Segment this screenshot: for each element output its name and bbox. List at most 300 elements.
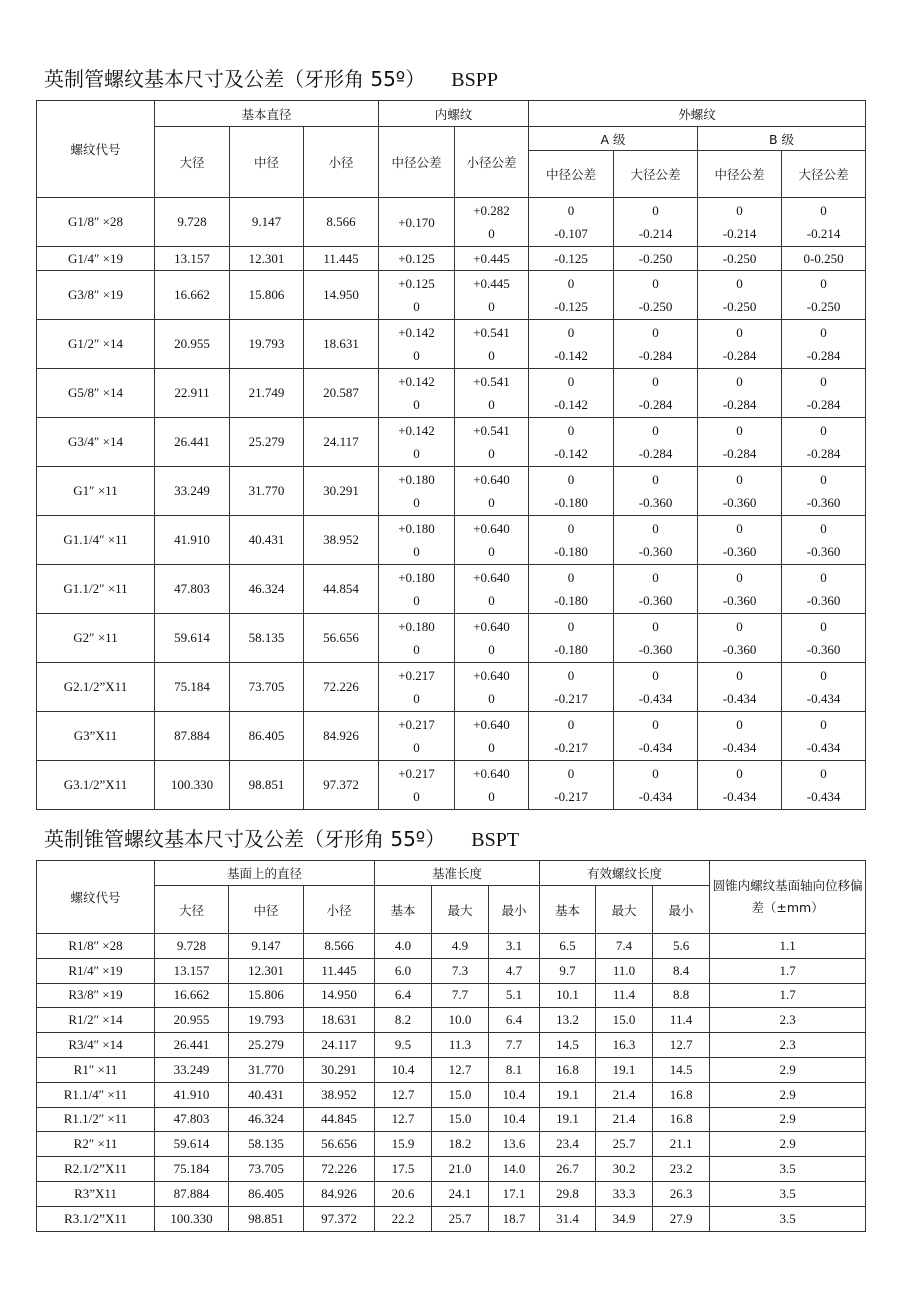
bspp-cell-pitch: 98.851 [230, 761, 304, 810]
bspt-cell-major: 41.910 [155, 1082, 229, 1107]
bspp-cell-b-pitch [698, 247, 782, 271]
bspt-header-gl-min: 最小 [489, 886, 540, 934]
bspt-cell-gl-basic: 6.0 [375, 958, 432, 983]
bspt-cell-ul-basic: 6.5 [540, 934, 596, 959]
bspp-cell-b-major [782, 198, 866, 247]
bspp-cell-line: -0.360 [638, 642, 673, 657]
bspp-cell-line: -0.284 [638, 397, 673, 412]
bspt-cell-pitch: 40.431 [229, 1082, 304, 1107]
bspp-cell-a-major [614, 369, 698, 418]
bspt-cell-ul-basic: 9.7 [540, 958, 596, 983]
bspt-table-row [37, 1107, 866, 1132]
bspp-cell-a-major [614, 614, 698, 663]
bspp-cell-line: 0 [820, 668, 827, 683]
bspt-cell-ul-min: 27.9 [653, 1206, 710, 1231]
bspt-table-row [37, 1206, 866, 1231]
bspt-cell-pitch: 86.405 [229, 1181, 304, 1206]
bspt-cell-code: R3”X11 [37, 1181, 155, 1206]
bspp-cell-a-pitch [529, 712, 614, 761]
bspp-cell-line: 0 [652, 276, 659, 291]
bspp-cell-line: 0 [652, 374, 659, 389]
bspt-header-major: 大径 [155, 886, 229, 934]
bspp-cell-pitch: 31.770 [230, 467, 304, 516]
bspt-cell-major: 9.728 [155, 934, 229, 959]
bspp-table-row [37, 418, 866, 467]
bspt-table-row [37, 934, 866, 959]
bspp-cell-line: 0 [413, 446, 420, 461]
bspt-cell-gl-max: 21.0 [432, 1157, 489, 1182]
bspp-cell-line: 0 [820, 619, 827, 634]
bspt-cell-gl-min: 3.1 [489, 934, 540, 959]
bspp-cell-pitch: 73.705 [230, 663, 304, 712]
bspp-cell-minor: 18.631 [304, 320, 379, 369]
bspp-table-row [37, 614, 866, 663]
bspt-cell-ul-min: 11.4 [653, 1008, 710, 1033]
bspp-cell-in-minor [455, 247, 529, 271]
bspt-cell-ul-basic: 19.1 [540, 1082, 596, 1107]
bspp-cell-line: 0 [413, 789, 420, 804]
bspp-cell-line: -0.142 [554, 348, 588, 363]
bspt-table-row [37, 1033, 866, 1058]
bspp-cell-minor: 44.854 [304, 565, 379, 614]
bspp-cell-in-pitch [379, 271, 455, 320]
bspp-cell-line: 0 [820, 423, 827, 438]
bspt-table-body [37, 934, 866, 1232]
bspp-cell-b-major [782, 418, 866, 467]
bspt-cell-gl-max: 10.0 [432, 1008, 489, 1033]
bspp-cell-a-major [614, 247, 698, 271]
bspp-cell-minor: 30.291 [304, 467, 379, 516]
bspt-cell-ul-basic: 31.4 [540, 1206, 596, 1231]
bspp-cell-line: 0 [567, 325, 575, 340]
bspp-cell-line: +0.640 [473, 521, 510, 536]
bspp-header-b-major-tol: 大径公差 [782, 151, 866, 198]
bspp-cell-pitch: 9.147 [230, 198, 304, 247]
bspp-cell-pitch: 19.793 [230, 320, 304, 369]
bspt-cell-dev: 3.5 [710, 1157, 866, 1182]
bspt-cell-major: 47.803 [155, 1107, 229, 1132]
bspt-cell-gl-basic: 12.7 [375, 1107, 432, 1132]
bspp-cell-a-major [614, 516, 698, 565]
bspp-cell-in-pitch [379, 565, 455, 614]
bspp-cell-line: -0.360 [806, 544, 841, 559]
bspp-cell-line: -0.284 [638, 348, 673, 363]
bspp-cell-code: G2.1/2”X11 [37, 663, 155, 712]
bspp-cell-b-major [782, 565, 866, 614]
bspp-cell-minor: 72.226 [304, 663, 379, 712]
bspt-cell-dev: 2.3 [710, 1008, 866, 1033]
bspp-cell-major: 100.330 [155, 761, 230, 810]
bspt-cell-major: 33.249 [155, 1057, 229, 1082]
bspt-cell-ul-max: 11.4 [596, 983, 653, 1008]
bspt-cell-minor: 84.926 [304, 1181, 375, 1206]
bspp-cell-line: -0.250 [638, 251, 673, 266]
bspp-cell-line: -0.214 [722, 226, 757, 241]
bspt-cell-gl-basic: 15.9 [375, 1132, 432, 1157]
bspt-cell-code: R3/4″ ×14 [37, 1033, 155, 1058]
bspp-cell-major: 16.662 [155, 271, 230, 320]
bspp-cell-a-major [614, 663, 698, 712]
bspp-cell-line: -0.250 [722, 299, 757, 314]
bspp-header-a-major-tol: 大径公差 [614, 151, 698, 198]
bspp-cell-a-pitch [529, 247, 614, 271]
bspp-cell-line: 0 [413, 348, 420, 363]
bspp-cell-line: 0 [488, 348, 495, 363]
bspt-cell-pitch: 98.851 [229, 1206, 304, 1231]
bspp-cell-line: 0 [567, 521, 575, 536]
bspt-cell-gl-basic: 10.4 [375, 1057, 432, 1082]
bspp-cell-line: +0.180 [398, 472, 435, 487]
bspp-cell-a-major [614, 418, 698, 467]
bspp-cell-line: 0 [820, 570, 827, 585]
bspt-cell-ul-min: 16.8 [653, 1107, 710, 1132]
bspt-cell-code: R1.1/2″ ×11 [37, 1107, 155, 1132]
bspp-cell-b-pitch [698, 467, 782, 516]
bspp-cell-line: 0 [736, 668, 743, 683]
bspt-cell-gl-min: 10.4 [489, 1107, 540, 1132]
bspt-cell-ul-max: 30.2 [596, 1157, 653, 1182]
bspp-cell-line: 0 [820, 472, 827, 487]
bspp-header-class-a: A 级 [529, 127, 698, 151]
bspp-table-row [37, 467, 866, 516]
bspp-cell-in-pitch [379, 247, 455, 271]
bspt-cell-ul-max: 33.3 [596, 1181, 653, 1206]
bspp-table-row [37, 320, 866, 369]
bspp-header-class-b: B 级 [698, 127, 866, 151]
bspp-cell-code: G2″ ×11 [37, 614, 155, 663]
bspt-table-row [37, 1082, 866, 1107]
bspt-cell-gl-min: 4.7 [489, 958, 540, 983]
bspp-cell-pitch: 21.749 [230, 369, 304, 418]
bspp-cell-line: -0.360 [722, 642, 757, 657]
bspt-cell-gl-min: 5.1 [489, 983, 540, 1008]
bspt-cell-gl-min: 7.7 [489, 1033, 540, 1058]
bspp-cell-line: +0.640 [473, 668, 510, 683]
bspp-cell-in-pitch [379, 712, 455, 761]
bspp-cell-line: 0 [820, 717, 827, 732]
bspp-cell-line: 0 [567, 668, 575, 683]
bspp-cell-line: 0 [736, 276, 743, 291]
bspt-cell-gl-max: 11.3 [432, 1033, 489, 1058]
bspp-cell-a-pitch [529, 614, 614, 663]
bspp-cell-b-pitch [698, 369, 782, 418]
bspp-cell-line: -0.360 [806, 495, 841, 510]
bspt-cell-gl-basic: 4.0 [375, 934, 432, 959]
bspp-cell-line: 0 [567, 766, 575, 781]
bspt-header-gauge-length: 基准长度 [375, 861, 540, 886]
bspp-cell-code: G1/2″ ×14 [37, 320, 155, 369]
bspp-cell-minor: 84.926 [304, 712, 379, 761]
bspp-cell-line: 0 [488, 789, 495, 804]
bspt-cell-pitch: 12.301 [229, 958, 304, 983]
bspp-cell-code: G1.1/4″ ×11 [37, 516, 155, 565]
bspp-cell-a-pitch [529, 516, 614, 565]
bspp-cell-line: -0.284 [806, 348, 841, 363]
bspp-cell-line: +0.142 [398, 325, 435, 340]
bspp-cell-line: -0.250 [638, 299, 673, 314]
bspp-cell-b-pitch [698, 761, 782, 810]
bspt-cell-dev: 2.9 [710, 1107, 866, 1132]
bspt-cell-gl-basic: 17.5 [375, 1157, 432, 1182]
bspt-cell-gl-max: 24.1 [432, 1181, 489, 1206]
bspp-cell-line: -0.434 [722, 789, 757, 804]
bspt-cell-ul-min: 8.4 [653, 958, 710, 983]
bspp-cell-line: 0 [820, 203, 827, 218]
bspp-cell-code: G1/8″ ×28 [37, 198, 155, 247]
bspp-cell-b-pitch [698, 614, 782, 663]
bspp-cell-line: -0.142 [554, 446, 588, 461]
bspt-cell-dev: 2.9 [710, 1132, 866, 1157]
bspt-cell-gl-max: 15.0 [432, 1082, 489, 1107]
bspp-cell-a-major [614, 271, 698, 320]
bspp-cell-line: 0 [736, 423, 743, 438]
bspp-cell-line: 0 [413, 544, 420, 559]
bspp-cell-line: -0.180 [554, 593, 588, 608]
bspp-cell-line: -0.217 [554, 691, 588, 706]
bspp-cell-a-pitch [529, 320, 614, 369]
bspt-cell-dev: 2.3 [710, 1033, 866, 1058]
bspp-cell-line: +0.640 [473, 766, 510, 781]
bspp-cell-b-major [782, 247, 866, 271]
bspp-cell-code: G3/8″ ×19 [37, 271, 155, 320]
bspp-cell-line: +0.541 [473, 325, 510, 340]
bspp-table-row [37, 663, 866, 712]
bspp-cell-line: -0.180 [554, 495, 588, 510]
bspt-cell-ul-max: 19.1 [596, 1057, 653, 1082]
bspp-cell-in-pitch [379, 198, 455, 247]
bspt-cell-code: R3/8″ ×19 [37, 983, 155, 1008]
bspp-cell-line: -0.360 [722, 593, 757, 608]
bspp-cell-line: -0.284 [722, 446, 757, 461]
bspp-cell-a-pitch [529, 198, 614, 247]
bspp-cell-line: 0 [652, 521, 659, 536]
bspp-cell-major: 59.614 [155, 614, 230, 663]
bspp-cell-line: -0.434 [638, 789, 673, 804]
bspp-cell-minor: 11.445 [304, 247, 379, 271]
bspp-cell-in-minor [455, 712, 529, 761]
bspp-cell-line: +0.125 [398, 251, 435, 266]
bspp-cell-b-major [782, 663, 866, 712]
bspp-cell-line: -0.434 [806, 740, 841, 755]
bspp-cell-line: +0.282 [473, 203, 510, 218]
bspp-table-row [37, 516, 866, 565]
bspp-cell-line: -0.217 [554, 740, 588, 755]
bspt-cell-pitch: 73.705 [229, 1157, 304, 1182]
bspt-cell-ul-basic: 23.4 [540, 1132, 596, 1157]
bspp-cell-in-minor [455, 614, 529, 663]
bspt-title [44, 823, 519, 852]
bspp-cell-line: -0.284 [806, 397, 841, 412]
bspp-header-a-pitch-tol: 中径公差 [529, 151, 614, 198]
bspt-cell-major: 87.884 [155, 1181, 229, 1206]
bspt-cell-ul-basic: 16.8 [540, 1057, 596, 1082]
bspt-cell-dev: 1.7 [710, 983, 866, 1008]
bspt-cell-ul-min: 16.8 [653, 1082, 710, 1107]
bspt-cell-ul-basic: 13.2 [540, 1008, 596, 1033]
bspt-cell-ul-max: 25.7 [596, 1132, 653, 1157]
bspp-cell-line: 0 [413, 397, 420, 412]
bspt-cell-ul-max: 16.3 [596, 1033, 653, 1058]
bspt-cell-gl-basic: 8.2 [375, 1008, 432, 1033]
bspt-cell-ul-max: 7.4 [596, 934, 653, 959]
bspp-cell-minor: 20.587 [304, 369, 379, 418]
bspt-cell-gl-max: 25.7 [432, 1206, 489, 1231]
bspt-cell-minor: 56.656 [304, 1132, 375, 1157]
bspp-cell-a-major [614, 712, 698, 761]
bspp-cell-b-major [782, 516, 866, 565]
bspp-cell-line: 0 [736, 521, 743, 536]
bspp-cell-in-minor [455, 663, 529, 712]
bspt-cell-ul-basic: 14.5 [540, 1033, 596, 1058]
bspt-cell-pitch: 15.806 [229, 983, 304, 1008]
bspp-cell-line: -0.250 [806, 299, 841, 314]
bspp-cell-a-pitch [529, 418, 614, 467]
bspp-cell-line: -0.434 [722, 691, 757, 706]
bspp-cell-line: 0 [413, 495, 420, 510]
bspp-cell-line: 0 [567, 717, 575, 732]
bspt-cell-gl-max: 18.2 [432, 1132, 489, 1157]
bspp-title [44, 63, 498, 92]
bspt-cell-code: R1/8″ ×28 [37, 934, 155, 959]
bspt-cell-major: 100.330 [155, 1206, 229, 1231]
bspp-cell-in-pitch [379, 467, 455, 516]
bspp-cell-line: +0.217 [398, 717, 435, 732]
bspp-cell-line: 0 [820, 325, 827, 340]
bspp-cell-code: G3/4″ ×14 [37, 418, 155, 467]
bspp-cell-pitch: 12.301 [230, 247, 304, 271]
bspp-cell-line: 0 [736, 717, 743, 732]
bspt-cell-gl-max: 7.7 [432, 983, 489, 1008]
bspp-cell-line: +0.640 [473, 717, 510, 732]
bspt-cell-dev: 1.1 [710, 934, 866, 959]
bspp-cell-line: -0.180 [554, 544, 588, 559]
bspp-cell-line: 0 [820, 521, 827, 536]
bspp-cell-line: 0 [413, 691, 420, 706]
bspp-cell-line: +0.142 [398, 374, 435, 389]
bspt-header-gauge-diameter: 基面上的直径 [155, 861, 375, 886]
bspp-cell-major: 26.441 [155, 418, 230, 467]
bspp-cell-in-minor [455, 467, 529, 516]
bspt-cell-pitch: 58.135 [229, 1132, 304, 1157]
bspt-table-row [37, 1008, 866, 1033]
bspp-cell-line: +0.180 [398, 521, 435, 536]
bspp-cell-line: 0 [652, 766, 659, 781]
bspp-cell-line: -0.434 [638, 691, 673, 706]
bspp-cell-line: +0.125 [398, 276, 435, 291]
bspp-cell-line: 0 [488, 495, 495, 510]
bspp-cell-pitch: 40.431 [230, 516, 304, 565]
bspp-cell-b-pitch [698, 320, 782, 369]
bspp-cell-line: 0 [567, 276, 575, 291]
bspt-cell-code: R2″ ×11 [37, 1132, 155, 1157]
bspt-cell-ul-max: 15.0 [596, 1008, 653, 1033]
bspt-cell-pitch: 9.147 [229, 934, 304, 959]
bspp-cell-line: 0 [567, 619, 575, 634]
bspp-cell-line: -0.360 [722, 544, 757, 559]
bspp-cell-line: -0.250 [722, 251, 757, 266]
bspt-cell-gl-max: 4.9 [432, 934, 489, 959]
bspp-cell-line: +0.217 [398, 766, 435, 781]
bspp-cell-major: 22.911 [155, 369, 230, 418]
bspt-cell-ul-max: 11.0 [596, 958, 653, 983]
bspp-cell-line: 0 [736, 472, 743, 487]
bspp-cell-b-pitch [698, 198, 782, 247]
bspp-cell-minor: 97.372 [304, 761, 379, 810]
bspt-cell-code: R1.1/4″ ×11 [37, 1082, 155, 1107]
bspp-table [36, 100, 866, 810]
bspt-cell-ul-max: 21.4 [596, 1082, 653, 1107]
bspt-cell-minor: 38.952 [304, 1082, 375, 1107]
bspp-cell-major: 75.184 [155, 663, 230, 712]
bspp-cell-pitch: 58.135 [230, 614, 304, 663]
bspt-cell-minor: 11.445 [304, 958, 375, 983]
bspp-cell-line: -0.214 [638, 226, 673, 241]
bspp-cell-in-minor [455, 565, 529, 614]
bspp-cell-line: 0 [488, 226, 495, 241]
bspp-cell-b-pitch [698, 418, 782, 467]
bspt-cell-gl-max: 12.7 [432, 1057, 489, 1082]
bspp-cell-in-pitch [379, 369, 455, 418]
bspp-cell-line: -0.360 [638, 544, 673, 559]
bspt-cell-minor: 44.845 [304, 1107, 375, 1132]
bspp-header-b-pitch-tol: 中径公差 [698, 151, 782, 198]
bspt-cell-ul-min: 8.8 [653, 983, 710, 1008]
bspt-cell-minor: 18.631 [304, 1008, 375, 1033]
bspp-cell-line: 0 [652, 570, 659, 585]
bspt-cell-ul-max: 21.4 [596, 1107, 653, 1132]
bspp-cell-major: 13.157 [155, 247, 230, 271]
bspp-cell-line: 0 [652, 325, 659, 340]
bspp-title-text: 英制管螺纹基本尺寸及公差（牙形角 55º） [44, 67, 426, 91]
bspp-header-pitch: 中径 [230, 127, 304, 198]
bspp-cell-a-pitch [529, 369, 614, 418]
bspp-cell-minor: 14.950 [304, 271, 379, 320]
bspp-cell-line: -0.360 [806, 642, 841, 657]
bspt-cell-dev: 1.7 [710, 958, 866, 983]
bspp-cell-a-major [614, 467, 698, 516]
bspp-cell-a-major [614, 198, 698, 247]
bspp-cell-line: +0.640 [473, 570, 510, 585]
bspp-cell-line: 0 [488, 642, 495, 657]
bspp-cell-b-pitch [698, 271, 782, 320]
bspt-cell-gl-min: 17.1 [489, 1181, 540, 1206]
bspp-cell-b-pitch [698, 565, 782, 614]
bspt-cell-gl-min: 14.0 [489, 1157, 540, 1182]
bspp-cell-line: -0.107 [554, 226, 588, 241]
bspp-cell-major: 20.955 [155, 320, 230, 369]
bspp-cell-line: 0 [413, 299, 420, 314]
bspp-header-external: 外螺纹 [529, 101, 866, 127]
bspp-cell-line: +0.640 [473, 619, 510, 634]
bspp-cell-b-major [782, 761, 866, 810]
bspt-cell-ul-min: 26.3 [653, 1181, 710, 1206]
bspt-table [36, 860, 866, 1232]
bspt-title-text: 英制锥管螺纹基本尺寸及公差（牙形角 55º） [44, 827, 446, 851]
bspp-cell-line: +0.445 [473, 251, 510, 266]
bspp-cell-b-major [782, 712, 866, 761]
bspp-cell-line: 0 [736, 619, 743, 634]
bspp-cell-b-pitch [698, 663, 782, 712]
bspp-cell-in-minor [455, 418, 529, 467]
bspt-cell-gl-min: 10.4 [489, 1082, 540, 1107]
bspp-cell-line: -0.360 [638, 495, 673, 510]
bspp-cell-code: G3.1/2”X11 [37, 761, 155, 810]
bspp-cell-major: 9.728 [155, 198, 230, 247]
bspp-cell-a-pitch [529, 761, 614, 810]
bspp-cell-in-pitch [379, 663, 455, 712]
bspt-header-useful-length: 有效螺纹长度 [540, 861, 710, 886]
bspp-cell-code: G1/4″ ×19 [37, 247, 155, 271]
